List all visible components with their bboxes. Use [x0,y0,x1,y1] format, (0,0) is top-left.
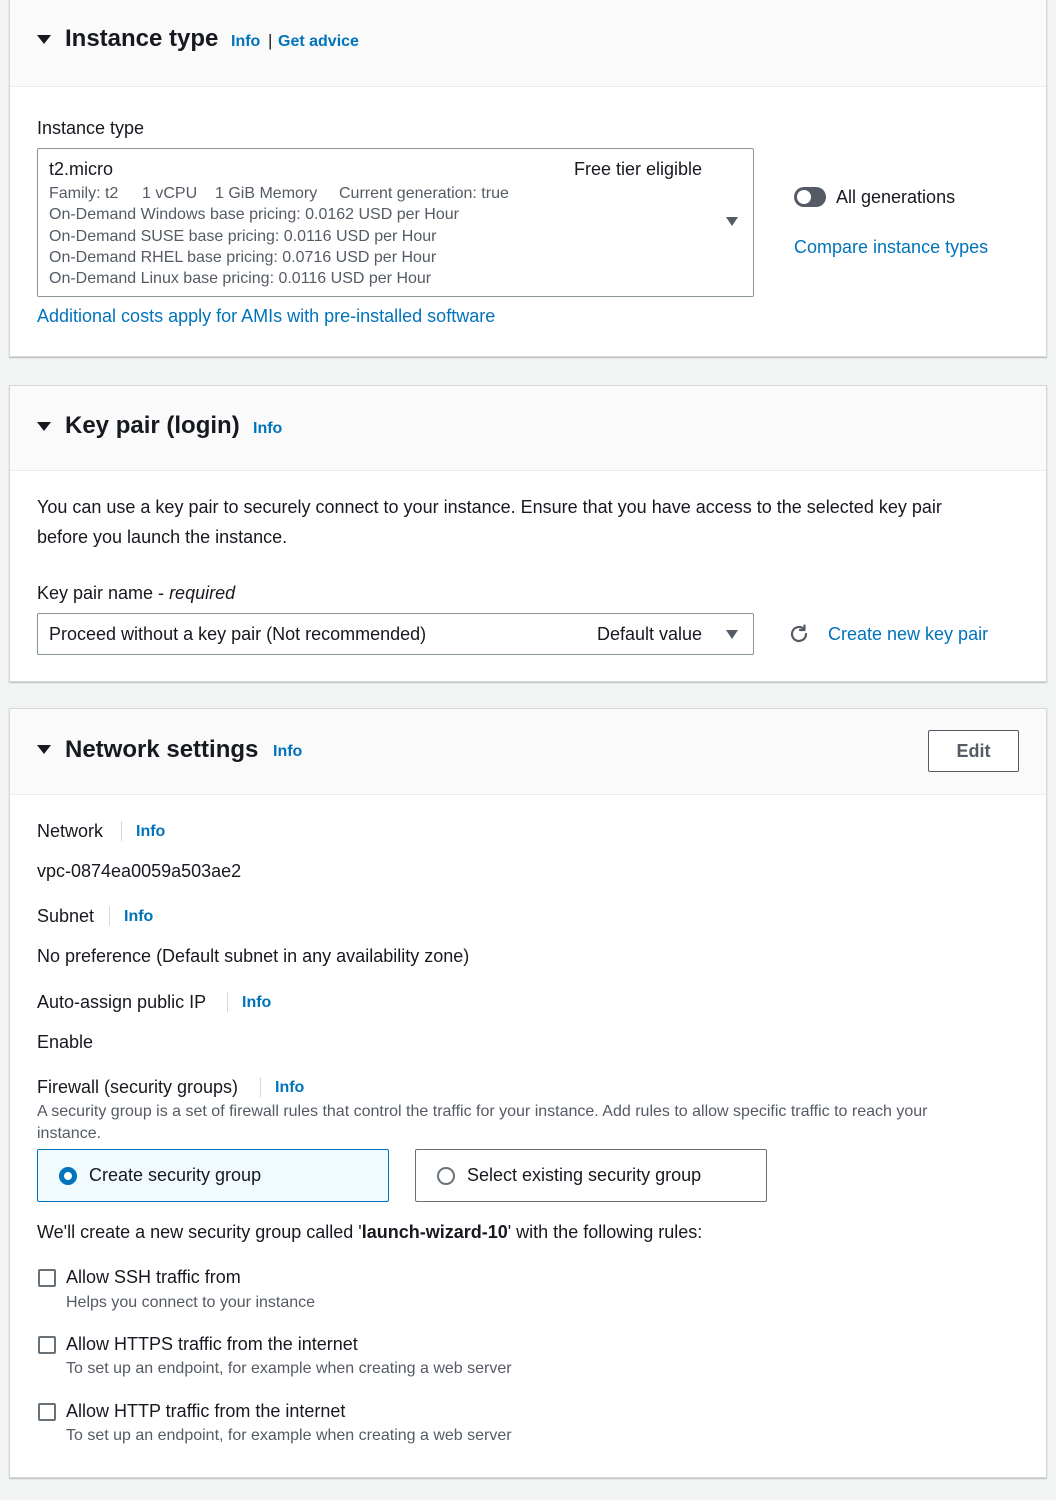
key-pair-description-1: You can use a key pair to securely connect to your instance. Ensure that you have access to the selected key pair [37,497,942,517]
collapse-caret-icon[interactable] [37,35,51,44]
additional-costs-link[interactable]: Additional costs apply for AMIs with pre-installed software [37,306,496,326]
firewall-label: Firewall (security groups) [37,1077,239,1097]
pricing-linux: On-Demand Linux base pricing: 0.0116 USD per Hour [49,270,432,287]
pricing-windows: On-Demand Windows base pricing: 0.0162 USD per Hour [49,206,459,223]
key-pair-select[interactable] [37,613,754,655]
network-info-link[interactable]: Info [136,823,166,840]
collapse-caret-icon[interactable] [37,422,51,431]
network-label: Network [37,821,104,841]
instance-type-label: Instance type [37,118,145,138]
instance-type-header[interactable] [10,0,1046,87]
create-sg-label: Create security group [89,1165,262,1185]
https-rule-label[interactable]: Allow HTTPS traffic from the internet [66,1334,358,1354]
http-checkbox[interactable] [38,1403,56,1421]
http-rule-hint: To set up an endpoint, for example when creating a web server [66,1427,512,1444]
dropdown-caret-icon [726,217,738,226]
firewall-description-1: A security group is a set of firewall rules that control the traffic for your instance. Add rules to allow specific traffic to reach your [37,1103,928,1120]
all-generations-label: All generations [836,187,956,207]
key-pair-label-text: Key pair name - [37,583,170,603]
edit-button[interactable]: Edit [928,730,1019,772]
subnet-value: No preference (Default subnet in any availability zone) [37,946,470,966]
firewall-info-link[interactable]: Info [275,1079,305,1096]
subnet-label: Subnet [37,906,95,926]
security-group-name: launch-wizard-10 [361,1222,508,1242]
key-pair-header[interactable] [10,386,1046,471]
new-security-group-note [37,1222,702,1243]
pricing-rhel: On-Demand RHEL base pricing: 0.0716 USD per Hour [49,249,437,266]
info-link[interactable]: Info [273,743,303,760]
instance-type-name: t2.micro [49,159,114,179]
info-link[interactable]: Info [253,420,283,437]
network-value: vpc-0874ea0059a503ae2 [37,861,242,881]
key-pair-selected: Proceed without a key pair (Not recommended) [49,624,427,644]
select-existing-security-group-option[interactable] [415,1149,767,1202]
radio-selected-icon[interactable] [59,1167,77,1185]
instance-type-panel [9,0,1047,357]
firewall-description-2: instance. [37,1125,102,1142]
panel-title: Key pair (login) [65,412,240,439]
get-advice-link[interactable]: Get advice [278,33,359,50]
dropdown-caret-icon [726,630,738,639]
free-tier-badge: Free tier eligible [574,159,703,179]
ssh-rule-label[interactable]: Allow SSH traffic from [66,1267,241,1287]
note-prefix: We'll create a new security group called ' [37,1222,362,1242]
public-ip-label: Auto-assign public IP [37,992,207,1012]
label-divider [227,992,228,1012]
instance-vcpu: 1 vCPU [142,185,198,202]
label-divider [109,906,110,926]
https-checkbox[interactable] [38,1336,56,1354]
select-sg-label: Select existing security group [467,1165,702,1185]
instance-type-select[interactable] [37,148,754,297]
required-marker: required [169,583,236,603]
http-rule-label[interactable]: Allow HTTP traffic from the internet [66,1401,346,1421]
radio-unselected-icon[interactable] [437,1167,455,1185]
key-pair-name-label [37,583,235,604]
panel-title: Instance type [65,25,219,52]
link-separator: | [268,31,273,50]
info-link[interactable]: Info [231,33,261,50]
public-ip-value: Enable [37,1032,94,1052]
instance-family: Family: t2 [49,185,119,202]
ssh-checkbox[interactable] [38,1269,56,1287]
collapse-caret-icon[interactable] [37,745,51,754]
instance-generation: Current generation: true [339,185,509,202]
network-settings-panel [9,708,1047,1478]
key-pair-description-2: before you launch the instance. [37,527,288,547]
create-key-pair-link[interactable]: Create new key pair [828,624,989,644]
network-settings-header[interactable] [10,709,1046,795]
ssh-rule-hint: Helps you connect to your instance [66,1294,316,1311]
public-ip-info-link[interactable]: Info [242,994,272,1011]
subnet-info-link[interactable]: Info [124,908,154,925]
create-security-group-option[interactable] [37,1149,389,1202]
key-pair-panel [9,385,1047,682]
all-generations-toggle[interactable] [794,187,826,207]
key-pair-default-tag: Default value [597,624,703,644]
note-suffix: ' with the following rules: [507,1222,703,1242]
label-divider [121,821,122,841]
pricing-suse: On-Demand SUSE base pricing: 0.0116 USD per Hour [49,228,437,245]
instance-memory: 1 GiB Memory [215,185,318,202]
refresh-icon[interactable] [787,622,811,646]
panel-title: Network settings [65,736,259,763]
compare-instance-types-link[interactable]: Compare instance types [794,237,989,257]
label-divider [260,1077,261,1097]
https-rule-hint: To set up an endpoint, for example when creating a web server [66,1360,512,1377]
